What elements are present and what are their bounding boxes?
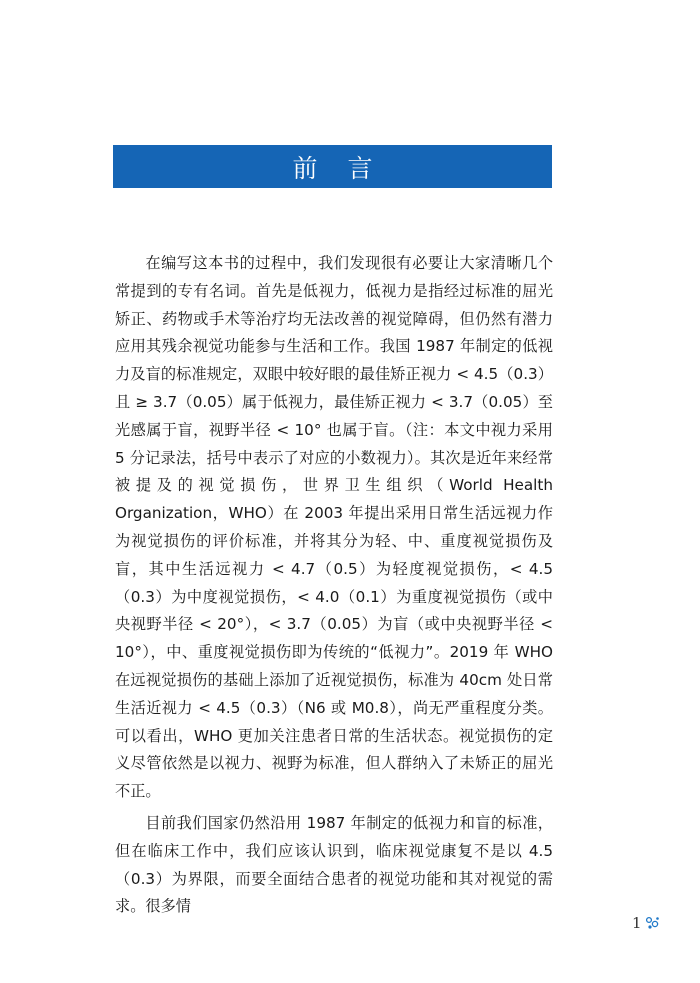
page-number: 1 — [632, 914, 642, 932]
page-title: 前言 — [292, 153, 403, 183]
dots-icon — [645, 915, 661, 931]
body-text — [115, 250, 553, 921]
paragraph-2: 目前我们国家仍然沿用 1987 年制定的低视力和盲的标准，但在临床工作中，我们应该认识到，临床视觉康复不是以 4.5（0.3）为界限，而要全面结合患者的视觉功能和其对视觉的需求。很多情 — [115, 813, 553, 916]
paragraph-1: 在编写这本书的过程中，我们发现很有必要让大家清晰几个常提到的专有名词。首先是低视力，低视力是指经过标准的屈光矫正、药物或手术等治疗均无法改善的视觉障碍，但仍然有潜力应用其残余视觉功能参与生活和工作。我国 1987 年制定的低视力及盲的标准规定，双眼中较好眼的最佳矫正视力 < 4.5（0.3）且 ≥ 3.7（0.05）属于低视力，最佳矫正视力 < 3.7（0.05）至光感属于盲，视野半径 < 10° 也属于盲。（注：本文中视力采用 5 分记录法，括号中表示了对应的小数视力）。其次是近年来经常被提及的视觉损伤，世界卫生组织（World Health Organization，WHO）在 2003 年提出采用日常生活远视力作为视觉损伤的评价标准，并将其分为轻、中、重度视觉损伤及盲，其中生活远视力 < 4.7（0.5）为轻度视觉损伤，< 4.5（0.3）为中度视觉损伤，< 4.0（0.1）为重度视觉损伤（或中央视野半径 < 20°），< 3.7（0.05）为盲（或中央视野半径 < 10°），中、重度视觉损伤即为传统的“低视力”。2019 年 WHO 在远视觉损伤的基础上添加了近视觉损伤，标准为 40cm 处日常生活近视力 < 4.5（0.3）（N6 或 M0.8），尚无严重程度分类。可以看出，WHO 更加关注患者日常的生活状态。视觉损伤的定义尽管依然是以视力、视野为标准，但人群纳入了未矫正的屈光不正。 — [115, 254, 553, 801]
page-footer — [632, 914, 661, 932]
title-banner — [113, 145, 552, 188]
